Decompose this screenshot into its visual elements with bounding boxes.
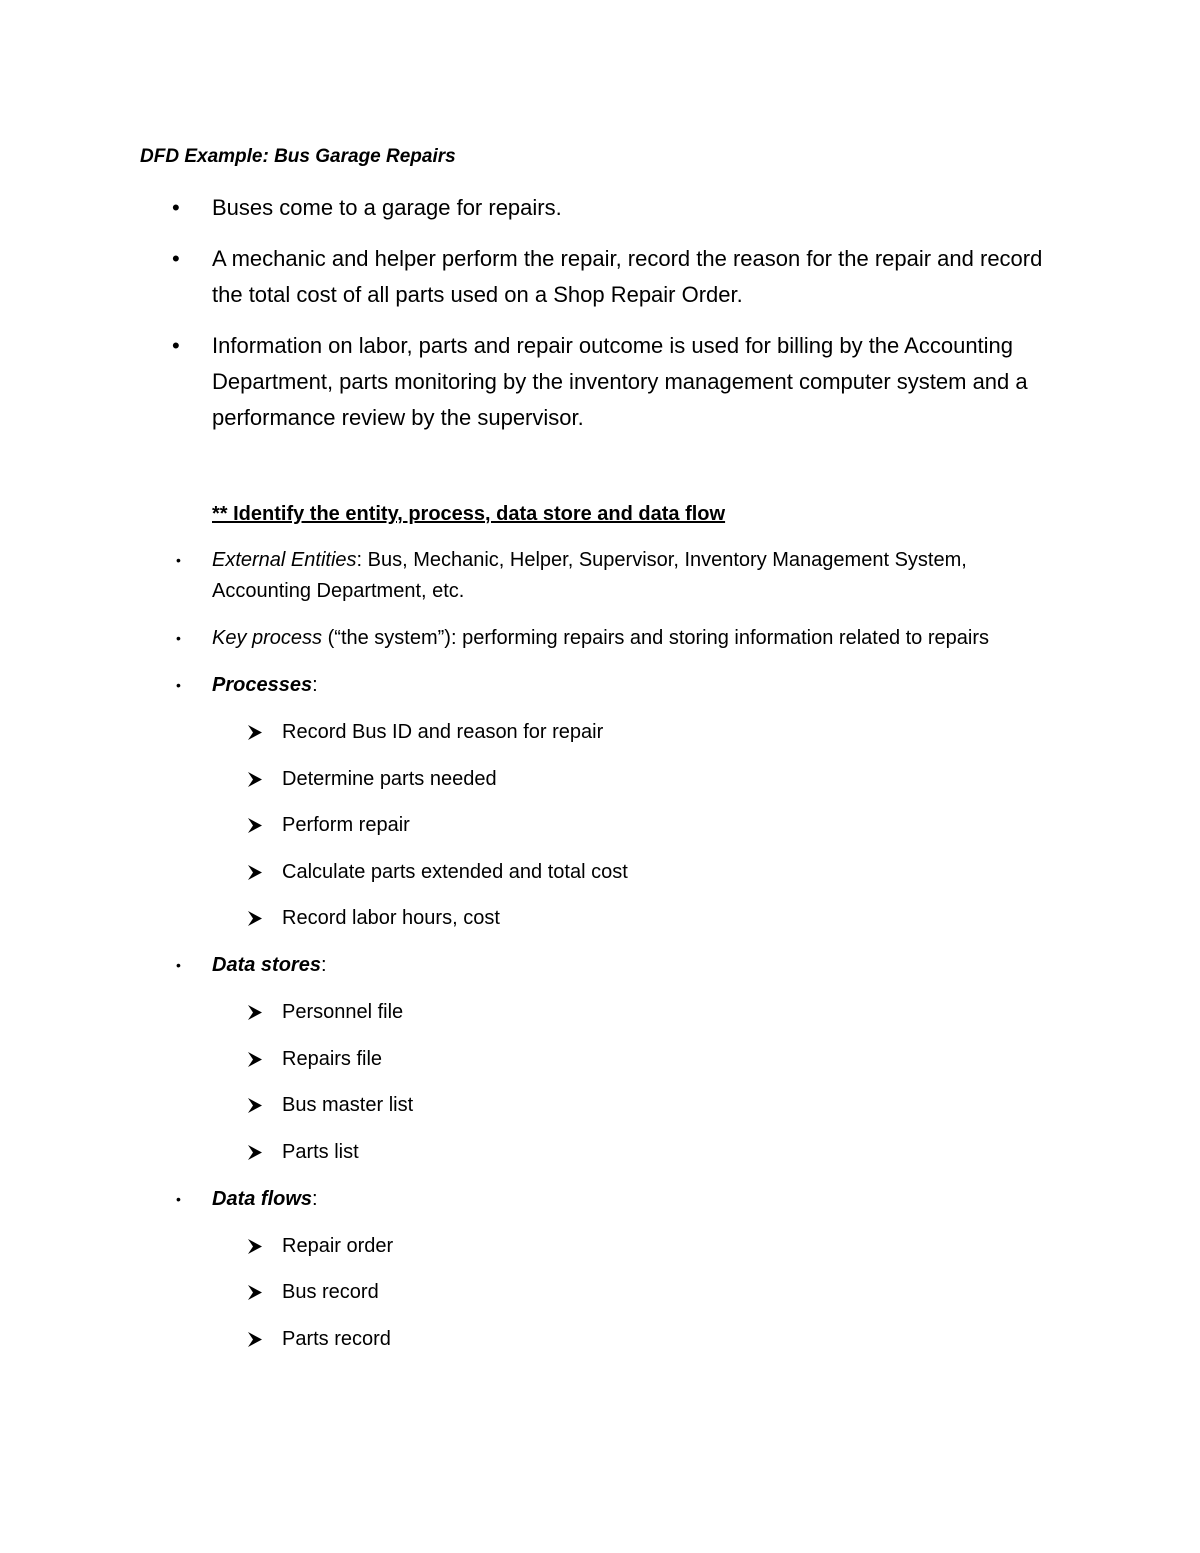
list-item bbox=[0, 1277, 1020, 1308]
arrow-bullet-icon bbox=[247, 764, 265, 795]
external-entities-text: : Bus, Mechanic, Helper, Supervisor, Inventory Management System, Accounting Department, etc. bbox=[212, 549, 967, 602]
arrow-bullet-icon bbox=[247, 1044, 265, 1075]
process-text: Record labor hours, cost bbox=[282, 907, 500, 929]
data-store-text: Repairs file bbox=[282, 1047, 383, 1070]
document-title: DFD Example: Bus Garage Repairs bbox=[140, 146, 456, 167]
list-item bbox=[0, 1137, 1020, 1168]
arrow-bullet-icon bbox=[247, 1090, 265, 1121]
data-stores-item bbox=[0, 950, 1200, 1168]
arrow-bullet-icon bbox=[247, 857, 265, 888]
bullet-icon: • bbox=[172, 333, 180, 358]
list-item bbox=[0, 997, 1020, 1028]
arrow-bullet-icon bbox=[247, 997, 265, 1028]
list-item bbox=[0, 764, 1020, 795]
intro-text: A mechanic and helper perform the repair, record the reason for the repair and record the total cost of all parts used on a Shop Repair Order. bbox=[212, 246, 1043, 307]
intro-list bbox=[0, 190, 1200, 451]
list-item bbox=[0, 1044, 1020, 1075]
bullet-icon: • bbox=[172, 246, 180, 271]
list-item bbox=[0, 1324, 1020, 1355]
process-text: Record Bus ID and reason for repair bbox=[282, 721, 604, 743]
arrow-bullet-icon bbox=[247, 1324, 265, 1355]
external-entities-label: External Entities bbox=[212, 549, 357, 571]
process-text: Calculate parts extended and total cost bbox=[282, 860, 628, 883]
process-text: Perform repair bbox=[282, 814, 410, 836]
data-flows-sublist bbox=[212, 1231, 1020, 1355]
processes-sublist bbox=[212, 717, 1020, 934]
data-stores-colon: : bbox=[320, 954, 327, 976]
data-stores-label: Data stores bbox=[212, 954, 321, 976]
arrow-bullet-icon bbox=[247, 810, 265, 841]
list-item bbox=[0, 903, 1020, 934]
processes-colon: : bbox=[312, 674, 318, 696]
data-store-text: Parts list bbox=[282, 1140, 359, 1163]
intro-text: Information on labor, parts and repair outcome is used for billing by the Accounting Department, parts monitoring by the inventory management computer system and a performance review by the supervisor. bbox=[212, 333, 1028, 430]
list-item bbox=[0, 717, 1020, 748]
answer-list bbox=[0, 545, 1200, 1371]
list-item bbox=[0, 1090, 1020, 1121]
arrow-bullet-icon bbox=[247, 1231, 265, 1262]
section-subtitle: ** Identify the entity, process, data store and data flow bbox=[212, 503, 726, 525]
key-process-label: Key process bbox=[212, 627, 323, 649]
bullet-icon: • bbox=[176, 630, 181, 646]
list-item bbox=[0, 857, 1020, 888]
data-flow-text: Repair order bbox=[282, 1234, 394, 1257]
data-flows-colon: : bbox=[312, 1187, 318, 1210]
key-process-item bbox=[0, 623, 1200, 654]
bullet-icon: • bbox=[172, 195, 180, 220]
processes-label: Processes bbox=[212, 674, 313, 696]
external-entities-item bbox=[0, 545, 1200, 607]
bullet-icon: • bbox=[176, 957, 181, 973]
processes-item bbox=[0, 670, 1200, 934]
bullet-icon: • bbox=[176, 552, 181, 568]
bullet-icon: • bbox=[176, 677, 181, 693]
data-stores-sublist bbox=[212, 997, 1020, 1168]
data-flows-label: Data flows bbox=[212, 1187, 313, 1210]
key-process-text: (“the system”): performing repairs and storing information related to repairs bbox=[322, 627, 989, 649]
list-item bbox=[0, 810, 1020, 841]
bullet-icon: • bbox=[176, 1190, 181, 1207]
data-store-text: Bus master list bbox=[282, 1094, 414, 1116]
data-flow-text: Parts record bbox=[282, 1327, 391, 1350]
data-store-text: Personnel file bbox=[282, 1001, 404, 1023]
intro-item bbox=[0, 190, 1200, 226]
intro-item bbox=[0, 241, 1200, 313]
intro-text: Buses come to a garage for repairs. bbox=[212, 195, 562, 220]
list-item bbox=[0, 1231, 1020, 1262]
arrow-bullet-icon bbox=[247, 717, 265, 748]
data-flows-item bbox=[0, 1184, 1200, 1355]
process-text: Determine parts needed bbox=[282, 767, 497, 790]
arrow-bullet-icon bbox=[247, 1137, 265, 1168]
arrow-bullet-icon bbox=[247, 1277, 265, 1308]
intro-item bbox=[0, 328, 1200, 436]
data-flow-text: Bus record bbox=[282, 1281, 379, 1303]
arrow-bullet-icon bbox=[247, 903, 265, 934]
